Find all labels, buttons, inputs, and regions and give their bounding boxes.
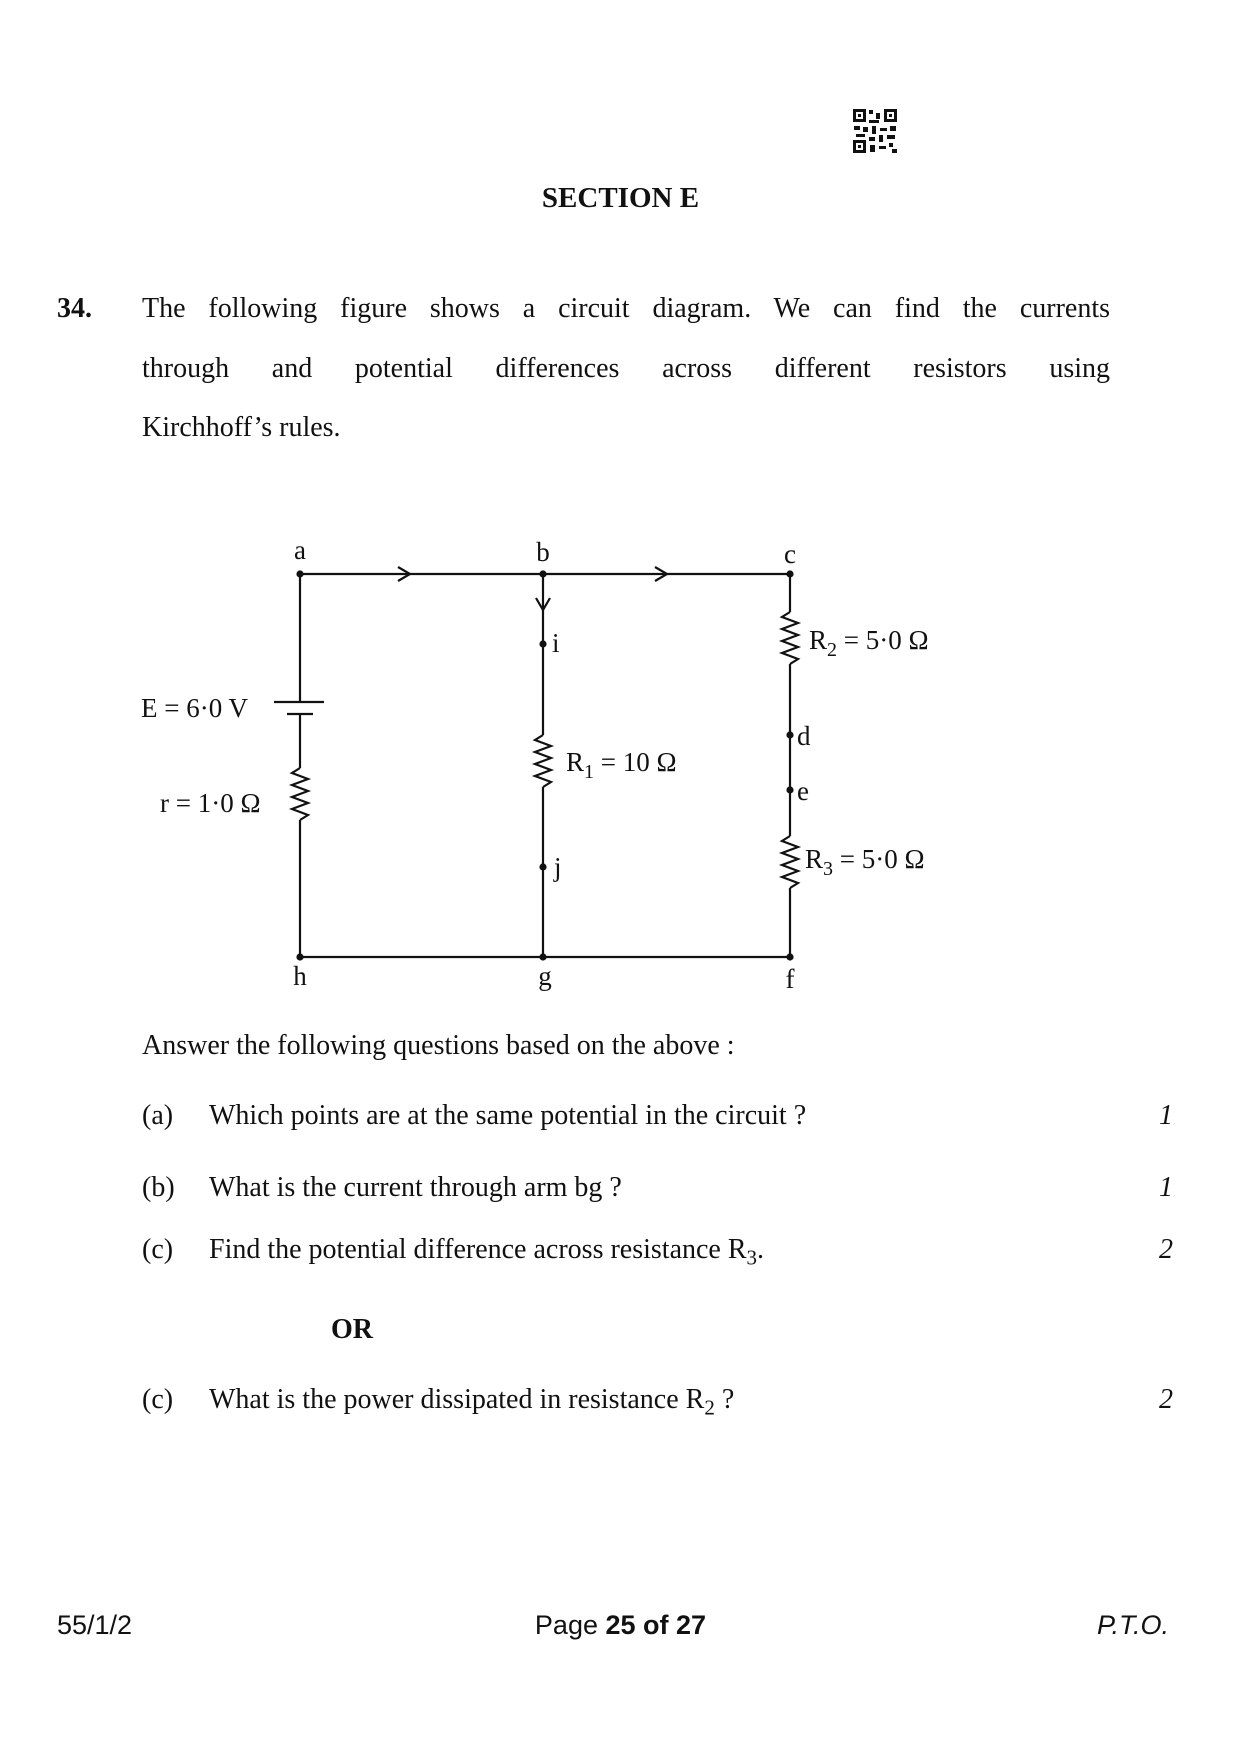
part-label-c: (c)	[142, 1234, 174, 1265]
part-text-b: What is the current through arm bg ?	[209, 1172, 622, 1203]
node-dot-c	[786, 570, 793, 577]
node-dot-i	[539, 640, 546, 647]
node-dot-a	[296, 570, 303, 577]
marks-c-alt: 2	[1159, 1384, 1173, 1415]
marks-a: 1	[1159, 1100, 1173, 1131]
node-label-g: g	[538, 961, 552, 991]
question-text-line: through and potential differences across different resistors using	[142, 353, 1110, 384]
node-label-e: e	[797, 776, 809, 806]
part-label-c-alt: (c)	[142, 1384, 174, 1415]
node-label-i: i	[552, 628, 560, 658]
internal-resistance-label: r = 1·0 Ω	[160, 788, 261, 818]
r1-label: $R_1 = 10$ Ω	[566, 747, 677, 783]
node-dot-h	[296, 953, 303, 960]
node-dot-b	[539, 570, 546, 577]
marks-c: 2	[1159, 1234, 1173, 1265]
qr-code-icon	[852, 108, 898, 154]
part-label-a: (a)	[142, 1100, 174, 1131]
circuit-diagram	[0, 520, 1241, 1010]
r3-zigzag	[782, 836, 798, 888]
r2-zigzag	[782, 612, 798, 664]
node-label-d: d	[797, 721, 811, 751]
emf-label: E = 6·0 V	[141, 693, 248, 723]
node-label-b: b	[536, 537, 550, 567]
part-label-b: (b)	[142, 1172, 175, 1203]
paper-code: 55/1/2	[57, 1610, 133, 1640]
or-label: OR	[331, 1314, 373, 1345]
node-label-j: j	[554, 852, 562, 882]
node-label-f: f	[785, 964, 795, 994]
node-dot-f	[786, 953, 793, 960]
pto-label: P.T.O.	[1096, 1610, 1169, 1640]
node-dot-g	[539, 953, 546, 960]
node-dot-e	[786, 786, 793, 793]
question-text-line: Kirchhoff’s rules.	[142, 412, 341, 443]
node-label-h: h	[293, 961, 307, 991]
marks-b: 1	[1159, 1172, 1173, 1203]
r1-zigzag	[535, 735, 551, 787]
question-number: 34.	[57, 293, 92, 324]
part-text-c: Find the potential difference across resistance $R_3$.	[209, 1234, 765, 1270]
r2-label: $R_2 = 5\cdot 0$ Ω	[809, 625, 929, 661]
node-label-c: c	[784, 539, 796, 569]
node-label-a: a	[294, 535, 306, 565]
part-text-c-alt: What is the power dissipated in resistance $R_2$ ?	[209, 1384, 735, 1420]
section-title: SECTION E	[541, 182, 700, 214]
internal-resistor-zigzag	[292, 768, 308, 820]
r3-label: $R_3 = 5\cdot 0$ Ω	[805, 844, 925, 880]
question-text-line: The following figure shows a circuit diagram. We can find the currents	[142, 293, 1110, 324]
node-dot-d	[786, 731, 793, 738]
node-dot-j	[539, 863, 546, 870]
part-text-a: Which points are at the same potential in the circuit ?	[209, 1100, 807, 1131]
page-number: Page 25 of 27	[534, 1610, 707, 1640]
answer-intro: Answer the following questions based on the above :	[142, 1030, 735, 1061]
